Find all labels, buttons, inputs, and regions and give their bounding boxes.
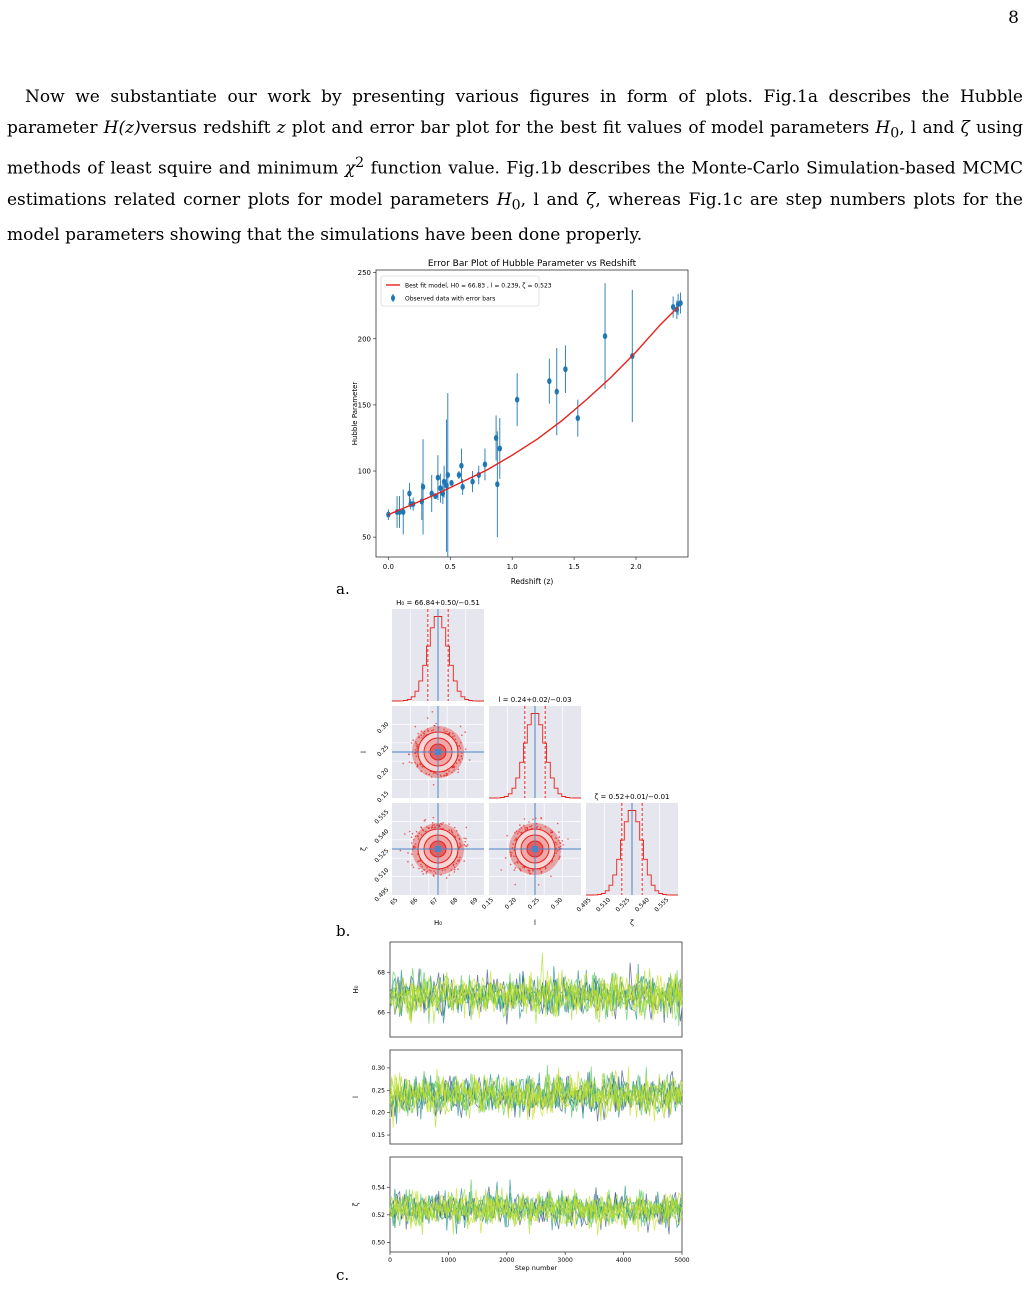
x-tick-label: 2.0	[630, 563, 642, 571]
y-tick-label: 100	[357, 467, 371, 476]
x-tick-label: 66	[409, 896, 420, 907]
figure-label-c: c.	[336, 1266, 350, 1284]
x-axis-label: Redshift (z)	[510, 577, 554, 586]
y-axis-label: l	[360, 751, 368, 753]
legend-data-label: Observed data with error bars	[405, 295, 496, 303]
x-axis-label: l	[534, 919, 536, 927]
x-tick-label: 0.15	[480, 896, 496, 911]
figure-label-b: b.	[336, 922, 351, 940]
x-tick-label: 0.5	[444, 563, 456, 571]
x-tick-label: 0.540	[633, 896, 651, 914]
y-axis-label: Hubble Parameter	[351, 381, 359, 446]
x-tick-label: 0.555	[653, 896, 671, 914]
legend-model-label: Best fit model, H0 = 66.83 , l = 0.239, ζ = 0.523	[405, 282, 552, 290]
y-tick-label: 0.540	[373, 827, 391, 846]
x-axis-label: H₀	[433, 919, 443, 927]
y-tick-label: 0.15	[371, 1132, 385, 1140]
x-axis-label: Step number	[514, 1264, 558, 1272]
x-tick-label: 2000	[499, 1257, 515, 1264]
y-tick-label: 200	[357, 335, 371, 344]
y-tick-label: 0.20	[371, 1109, 385, 1117]
y-tick-label: 0.25	[376, 743, 391, 759]
x-tick-label: 65	[389, 896, 400, 907]
x-tick-label: 0.510	[594, 896, 613, 914]
y-tick-label: 0.15	[376, 789, 391, 805]
x-axis-label: ζ	[630, 919, 634, 927]
body-paragraph: Now we substantiate our work by presenting various figures in form of plots. Fig.1a describes the Hubble parameter H(z)versus redshift z plot and error bar plot for the best fit values of model parameters $H_0$, l and ζ using methods of least squire and minimum $\chi^2$ function value. Fig.1b describes the Monte-Carlo Simulation-based MCMC estimations related corner plots for model parameters $H_0$, l and ζ, whereas Fig.1c are step numbers plots for the model parameters showing that the simulations have been done properly.	[7, 87, 1024, 246]
marginal-title: l = 0.24+0.02/−0.03	[498, 696, 572, 704]
y-tick-label: 0.50	[371, 1239, 385, 1247]
y-axis-label: H₀	[352, 985, 360, 994]
y-axis-label: ζ	[352, 1202, 360, 1207]
y-tick-label: 50	[362, 533, 371, 542]
x-tick-label: 0	[388, 1257, 392, 1264]
x-tick-label: 0.525	[614, 896, 632, 914]
y-tick-label: 0.20	[376, 766, 391, 782]
y-tick-label: 0.54	[371, 1184, 385, 1192]
y-tick-label: 0.52	[371, 1211, 385, 1219]
x-tick-label: 68	[449, 896, 460, 907]
y-tick-label: 0.525	[373, 847, 391, 865]
x-tick-label: 4000	[615, 1257, 632, 1264]
chart-title: Error Bar Plot of Hubble Parameter vs Redshift	[427, 259, 637, 269]
y-tick-label: 68	[377, 969, 385, 977]
x-tick-label: 0.0	[382, 563, 394, 571]
y-axis-label: l	[352, 1096, 360, 1098]
x-tick-label: 3000	[557, 1257, 573, 1264]
marginal-title: H₀ = 66.84+0.50/−0.51	[396, 599, 480, 607]
x-tick-label: 0.30	[549, 896, 565, 911]
x-tick-label: 0.25	[526, 896, 542, 911]
y-tick-label: 0.25	[371, 1087, 385, 1095]
y-axis-label: ζ	[360, 847, 368, 851]
x-tick-label: 67	[429, 896, 440, 907]
figure-label-a: a.	[336, 580, 350, 598]
y-tick-label: 0.555	[373, 808, 391, 826]
y-tick-label: 66	[377, 1009, 385, 1017]
y-tick-label: 250	[357, 269, 371, 278]
x-tick-label: 1.5	[568, 563, 580, 571]
x-tick-label: 0.495	[575, 896, 593, 914]
y-tick-label: 150	[357, 401, 371, 410]
x-tick-label: 0.20	[503, 896, 519, 911]
x-tick-label: 1.0	[506, 563, 518, 571]
y-tick-label: 0.495	[373, 886, 391, 904]
x-tick-label: 1000	[440, 1257, 457, 1264]
page-number: 8	[1008, 8, 1019, 28]
y-tick-label: 0.510	[373, 866, 391, 884]
x-tick-label: 5000	[674, 1257, 690, 1264]
x-tick-label: 69	[469, 896, 480, 907]
marginal-title: ζ = 0.52+0.01/−0.01	[594, 793, 670, 801]
y-tick-label: 0.30	[371, 1064, 385, 1072]
y-tick-label: 0.30	[376, 720, 391, 736]
